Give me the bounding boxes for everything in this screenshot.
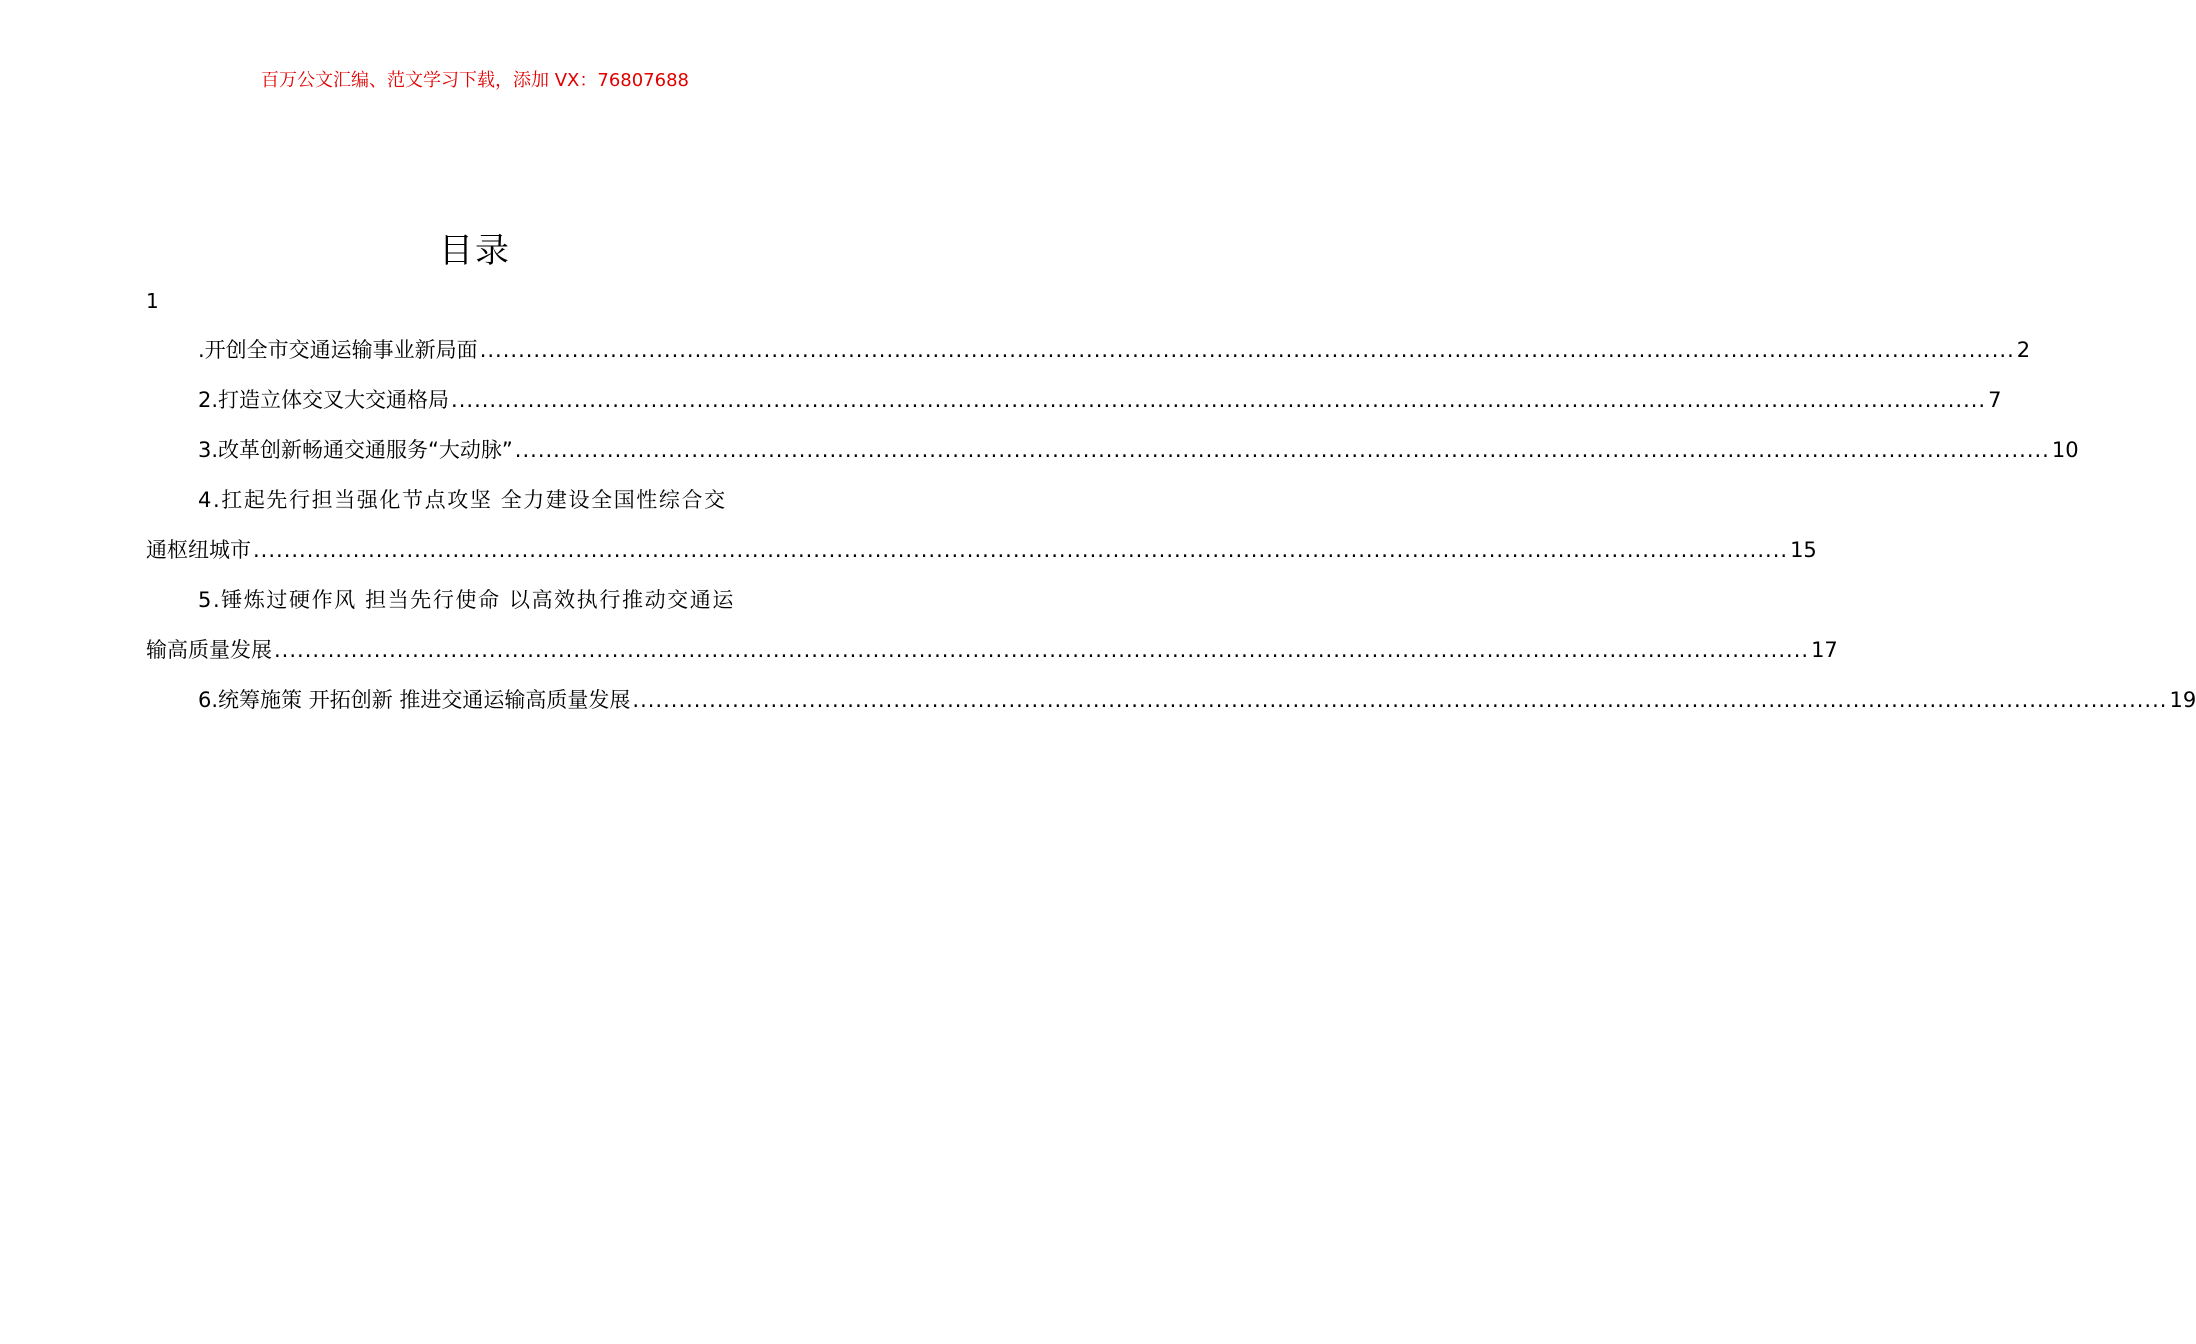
table-of-contents bbox=[146, 333, 2196, 733]
toc-entry-page: 15 bbox=[1790, 538, 1817, 562]
dot-leader: ........................................................................................................................................................................................................ bbox=[451, 388, 1987, 412]
page-title: 目录 bbox=[439, 231, 511, 271]
toc-entry-title-continued: 输高质量发展 bbox=[146, 638, 272, 662]
toc-entry-title: 4.扛起先行担当强化节点攻坚 全力建设全国性综合交 bbox=[198, 488, 727, 512]
stray-number: 1 bbox=[146, 289, 159, 313]
toc-entry-title: 2.打造立体交叉大交通格局 bbox=[198, 388, 450, 412]
dot-leader: ........................................................................................................................................................................................................ bbox=[274, 638, 1810, 662]
dot-leader: ........................................................................................................................................................................................................ bbox=[253, 538, 1789, 562]
toc-entry-title: .开创全市交通运输事业新局面 bbox=[198, 338, 478, 362]
dot-leader: ........................................................................................................................................................................................................ bbox=[479, 338, 2015, 362]
header-note: 百万公文汇编、范文学习下载，添加 VX：76807688 bbox=[261, 70, 689, 91]
toc-entry-title-continued: 通枢纽城市 bbox=[146, 538, 251, 562]
toc-entry-page: 7 bbox=[1988, 388, 2002, 412]
toc-entry-title: 6.统筹施策 开拓创新 推进交通运输高质量发展 bbox=[198, 688, 631, 712]
toc-entry-4[interactable] bbox=[146, 483, 1817, 583]
toc-entry-page: 19 bbox=[2169, 688, 2196, 712]
toc-entry-page: 17 bbox=[1811, 638, 1838, 662]
toc-entry-title: 3.改革创新畅通交通服务“大动脉” bbox=[198, 438, 513, 462]
dot-leader: ........................................................................................................................................................................................................ bbox=[514, 438, 2050, 462]
toc-entry-page: 10 bbox=[2051, 438, 2079, 462]
toc-entry-1[interactable] bbox=[146, 333, 2031, 383]
dot-leader: ........................................................................................................................................................................................................ bbox=[632, 688, 2168, 712]
toc-entry-5[interactable] bbox=[146, 583, 1838, 683]
toc-entry-2[interactable] bbox=[146, 383, 2002, 433]
toc-entry-6[interactable] bbox=[146, 683, 2196, 733]
toc-entry-title: 5.锤炼过硬作风 担当先行使命 以高效执行推动交通运 bbox=[198, 588, 735, 612]
toc-entry-3[interactable] bbox=[146, 433, 2079, 483]
toc-entry-page: 2 bbox=[2016, 338, 2031, 362]
